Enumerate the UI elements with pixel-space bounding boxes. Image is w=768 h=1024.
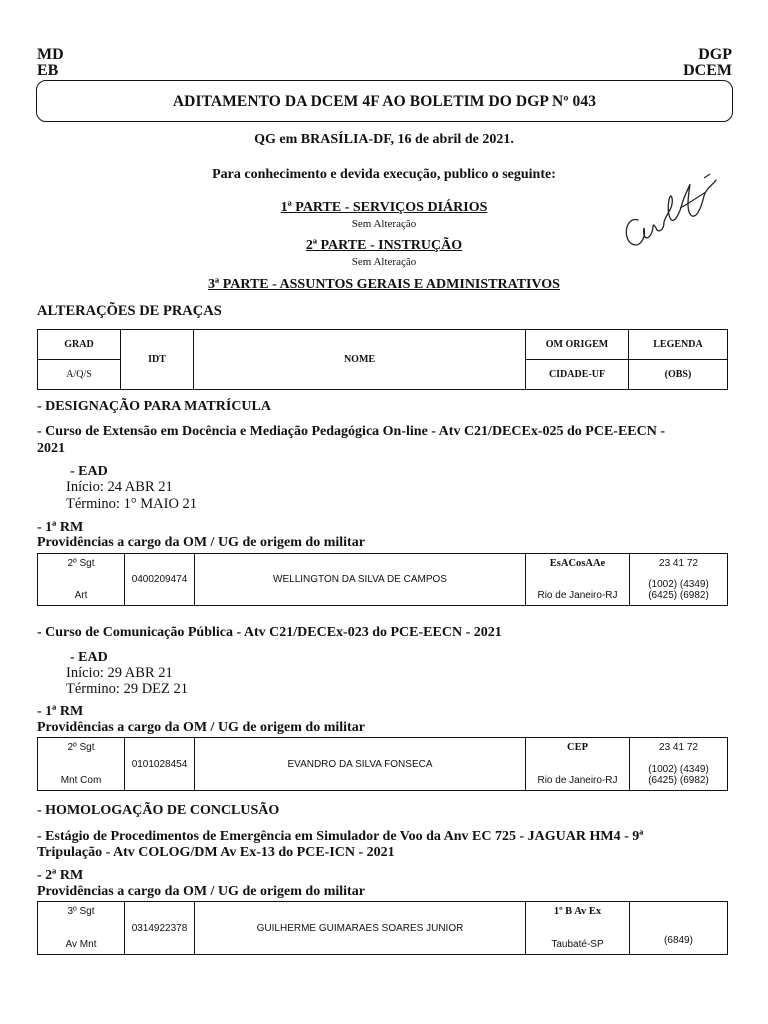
qualificacao: Av Mnt [65,939,97,950]
curso2-table [37,737,728,791]
cidade-uf: Rio de Janeiro-RJ [537,775,618,786]
curso2-title: - Curso de Comunicação Pública - Atv C21/DECEx-023 do PCE-EECN - 2021 [37,625,502,640]
om-origem: 1º B Av Ex [553,906,602,917]
header-left-line1: MD [37,46,64,63]
idt: 0314922378 [125,902,195,955]
designacao-title: - DESIGNAÇÃO PARA MATRÍCULA [37,399,271,414]
qualificacao: Art [74,590,88,601]
cidade-uf: Rio de Janeiro-RJ [537,590,618,601]
idt: 0400209474 [125,554,195,606]
om-origem: EsACosAAe [549,558,606,569]
table-row [38,554,728,606]
th-obs: (OBS) [629,360,728,390]
curso1-title-line1: - Curso de Extensão em Docência e Mediação Pedagógica On-line - Atv C21/DECEx-025 do PCE-EECN - [37,424,666,439]
header-left [37,47,64,79]
title-box [36,80,733,122]
nome: GUILHERME GUIMARAES SOARES JUNIOR [195,902,526,955]
legenda-1: 23 41 72 [659,558,698,569]
legenda-2: (1002) (4349) [648,764,709,775]
om-origem: CEP [567,742,588,753]
legenda-3: (6425) (6982) [648,775,709,786]
header-right-line2: DCEM [683,62,732,79]
part-1-title: 1ª PARTE - SERVIÇOS DIÁRIOS [280,200,488,215]
part-2-title: 2ª PARTE - INSTRUÇÃO [305,238,463,253]
th-grad: GRAD [38,330,121,360]
table-row [38,902,728,955]
nome: EVANDRO DA SILVA FONSECA [195,738,526,791]
part-1-note: Sem Alteração [351,218,417,230]
curso2-rm: - 1ª RM [37,704,84,719]
header-table [37,329,728,390]
header-left-line2: EB [37,62,59,79]
estagio-table [37,901,728,955]
legenda-1: 23 41 72 [659,742,698,753]
header-right [683,47,732,79]
grad: 3º Sgt [67,906,95,917]
legenda-2: (1002) (4349) [648,579,709,590]
th-aqs: A/Q/S [38,360,121,390]
th-om: OM ORIGEM [526,330,629,360]
intro-text: Para conhecimento e devida execução, publico o seguinte: [212,167,556,182]
document-title: ADITAMENTO DA DCEM 4F AO BOLETIM DO DGP Nº 043 [172,93,597,110]
curso1-providencias: Providências a cargo da OM / UG de origem do militar [37,535,365,550]
estagio-rm: - 2ª RM [37,868,84,883]
qualificacao: Mnt Com [60,775,102,786]
curso1-inicio: Início: 24 ABR 21 [66,479,173,495]
part-3-title: 3ª PARTE - ASSUNTOS GERAIS E ADMINISTRATIVOS [208,277,560,292]
th-legenda: LEGENDA [629,330,728,360]
estagio-title-line1: - Estágio de Procedimentos de Emergência em Simulador de Voo da Anv EC 725 - JAGUAR HM4 - 9ª [37,829,644,844]
alteracoes-title: ALTERAÇÕES DE PRAÇAS [37,303,222,319]
table-row [38,738,728,791]
idt: 0101028454 [125,738,195,791]
estagio-providencias: Providências a cargo da OM / UG de origem do militar [37,884,365,899]
legenda-3: (6425) (6982) [648,590,709,601]
legenda-1: (6849) [630,902,728,955]
grad: 2º Sgt [67,742,95,753]
curso2-modality: - EAD [70,650,108,665]
handwritten-signature [618,168,728,258]
curso2-providencias: Providências a cargo da OM / UG de origem do militar [37,720,365,735]
curso1-rm: - 1ª RM [37,520,84,535]
th-nome: NOME [194,330,526,390]
nome: WELLINGTON DA SILVA DE CAMPOS [195,554,526,606]
th-idt: IDT [121,330,194,390]
curso1-termino: Término: 1° MAIO 21 [66,496,198,512]
estagio-title-line2: Tripulação - Atv COLOG/DM Av Ex-13 do PCE-ICN - 2021 [37,845,395,860]
curso1-title-line2: 2021 [37,441,65,456]
part-2-note: Sem Alteração [351,256,417,268]
header-right-line1: DGP [698,46,732,63]
homologacao-title: - HOMOLOGAÇÃO DE CONCLUSÃO [37,803,280,818]
curso1-modality: - EAD [70,464,108,479]
curso1-table [37,553,728,606]
curso2-inicio: Início: 29 ABR 21 [66,665,173,681]
cidade-uf: Taubaté-SP [551,939,604,950]
place-date: QG em BRASÍLIA-DF, 16 de abril de 2021. [254,132,514,147]
curso2-termino: Término: 29 DEZ 21 [66,681,189,697]
grad: 2º Sgt [67,558,95,569]
th-cidade: CIDADE-UF [526,360,629,390]
